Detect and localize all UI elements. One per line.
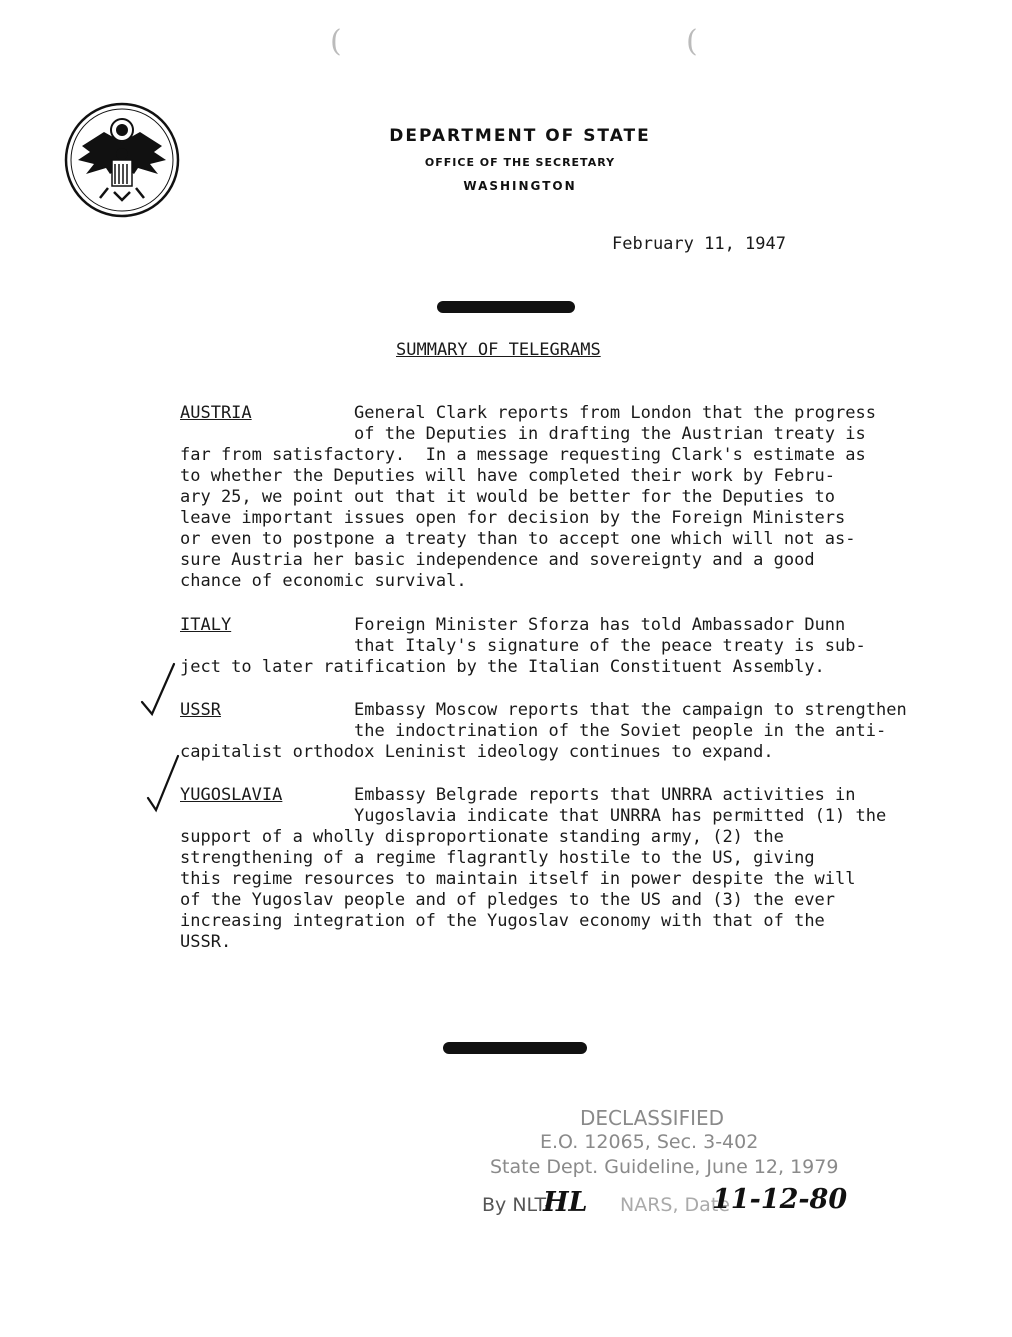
declass-date: 11-12-80 — [712, 1184, 848, 1215]
ussr-line: the indoctrination of the Soviet people in the anti- — [354, 721, 887, 741]
letterhead-title: DEPARTMENT OF STATE — [389, 126, 651, 146]
italy-line: Foreign Minister Sforza has told Ambassador Dunn — [354, 615, 846, 635]
declass-stamp-by: By NLT- — [482, 1194, 552, 1216]
yugoslavia-line: strengthening of a regime flagrantly hostile to the US, giving — [180, 848, 815, 868]
yugoslavia-line: of the Yugoslav people and of pledges to the US and (3) the ever — [180, 890, 836, 910]
ussr-line: capitalist orthodox Leninist ideology continues to expand. — [180, 742, 774, 762]
scan-mark-right: ( — [686, 24, 698, 59]
austria-line: General Clark reports from London that the progress — [354, 403, 876, 423]
section-label-yugoslavia: YUGOSLAVIA — [180, 785, 283, 805]
austria-line: chance of economic survival. — [180, 571, 467, 591]
yugoslavia-line: Embassy Belgrade reports that UNRRA activities in — [354, 785, 856, 805]
yugoslavia-line: increasing integration of the Yugoslav economy with that of the — [180, 911, 825, 931]
austria-line: or even to postpone a treaty than to accept one which will not as- — [180, 529, 856, 549]
austria-line: far from satisfactory. In a message requesting Clark's estimate as — [180, 445, 866, 465]
ussr-line: Embassy Moscow reports that the campaign to strengthen — [354, 700, 907, 720]
redaction-mark-top — [437, 301, 575, 313]
austria-line: ary 25, we point out that it would be better for the Deputies to — [180, 487, 836, 507]
declass-initials: HL — [543, 1187, 588, 1218]
italy-line: ject to later ratification by the Italian Constituent Assembly. — [180, 657, 825, 677]
letterhead-subtitle: OFFICE OF THE SECRETARY — [424, 156, 616, 169]
check-mark-yugoslavia — [144, 752, 188, 816]
austria-line: of the Deputies in drafting the Austrian treaty is — [354, 424, 866, 444]
declass-stamp-line3: State Dept. Guideline, June 12, 1979 — [490, 1156, 839, 1178]
yugoslavia-line: USSR. — [180, 932, 232, 952]
section-label-ussr: USSR — [180, 700, 221, 720]
department-seal — [64, 102, 180, 218]
document-date: February 11, 1947 — [612, 234, 786, 254]
check-mark-ussr — [138, 660, 188, 720]
yugoslavia-line: Yugoslavia indicate that UNRRA has permitted (1) the — [354, 806, 887, 826]
declass-stamp-nars: NARS, Date — [620, 1194, 730, 1216]
austria-line: to whether the Deputies will have completed their work by Febru- — [180, 466, 836, 486]
section-label-austria: AUSTRIA — [180, 403, 252, 423]
austria-line: sure Austria her basic independence and sovereignty and a good — [180, 550, 815, 570]
yugoslavia-line: support of a wholly disproportionate standing army, (2) the — [180, 827, 784, 847]
declass-stamp-line1: DECLASSIFIED — [580, 1106, 725, 1130]
summary-title: SUMMARY OF TELEGRAMS — [396, 340, 601, 360]
yugoslavia-line: this regime resources to maintain itself in power despite the will — [180, 869, 856, 889]
letterhead-city: WASHINGTON — [463, 179, 577, 193]
declass-stamp-line2: E.O. 12065, Sec. 3-402 — [540, 1131, 759, 1153]
austria-line: leave important issues open for decision by the Foreign Ministers — [180, 508, 846, 528]
redaction-mark-bottom — [443, 1042, 587, 1054]
section-label-italy: ITALY — [180, 615, 232, 635]
italy-line: that Italy's signature of the peace treaty is sub- — [354, 636, 866, 656]
scan-mark-left: ( — [330, 24, 342, 59]
